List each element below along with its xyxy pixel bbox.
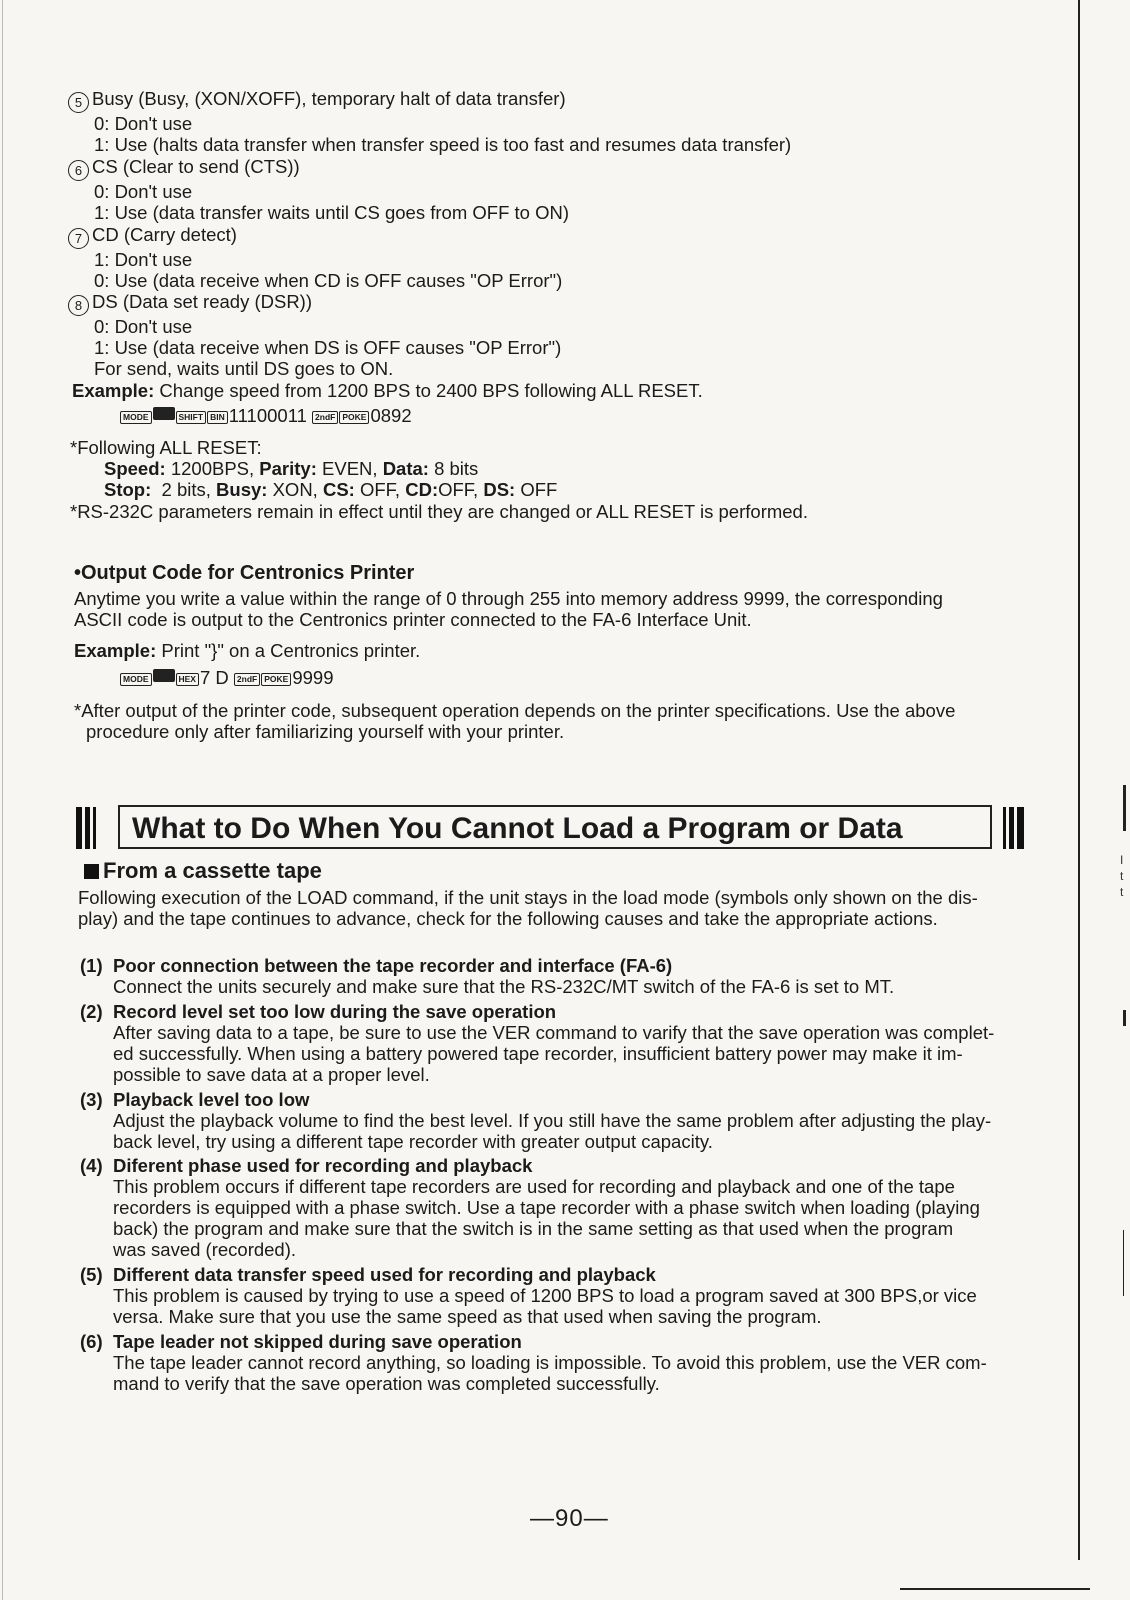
cause-4 — [80, 1155, 980, 1260]
circled-number: 7 — [68, 228, 89, 249]
margin-mark — [1123, 785, 1126, 831]
cause-line: versa. Make sure that you use the same speed as that used when saving the program. — [113, 1306, 822, 1327]
item-option: 0: Use (data receive when CD is OFF causes "OP Error") — [94, 270, 563, 291]
square-bullet-icon — [84, 864, 99, 879]
param-value: OFF, — [359, 479, 401, 500]
key-value: 7 D — [199, 667, 229, 688]
2ndf-key: 2ndF — [234, 673, 260, 686]
item-label: CD (Carry detect) — [92, 224, 237, 245]
example-speed — [72, 380, 703, 401]
poke-key: POKE — [339, 411, 369, 424]
2ndf-key: 2ndF — [312, 411, 338, 424]
param-value: EVEN, — [322, 458, 378, 479]
cause-line: possible to save data at a proper level. — [113, 1064, 430, 1085]
item-option: 1: Use (data receive when DS is OFF causes "OP Error") — [94, 337, 562, 358]
item-option: 0: Don't use — [94, 113, 193, 134]
param-key: Stop: — [104, 479, 152, 500]
page-number: —90— — [530, 1505, 609, 1532]
cause-line: Connect the units securely and make sure that the RS-232C/MT switch of the FA-6 is set to MT. — [113, 976, 895, 997]
cause-title: Diferent phase used for recording and playback — [113, 1155, 533, 1176]
key-sequence — [120, 667, 333, 688]
margin-glyph: I — [1120, 853, 1124, 867]
cause-line: recorders is equipped with a phase switch. Use a tape recorder with a phase switch when loading (playing — [113, 1197, 980, 1218]
page-edge-right — [1078, 0, 1080, 1560]
param-key: CS: — [322, 479, 355, 500]
banner-bars-right — [1003, 807, 1027, 849]
example-label: Example: — [74, 640, 157, 661]
example-print — [74, 640, 420, 661]
margin-glyph: t — [1120, 869, 1124, 883]
reset-line-1 — [104, 458, 478, 479]
cause-title: Record level set too low during the save operation — [113, 1001, 557, 1022]
cause-number: (5) — [80, 1264, 103, 1285]
param-value: 2 bits, — [161, 479, 211, 500]
item-label: Busy (Busy, (XON/XOFF), temporary halt of data transfer) — [92, 88, 566, 109]
item-cs — [68, 156, 569, 223]
cause-line: mand to verify that the save operation was completed successfully. — [113, 1373, 660, 1394]
cause-title: Playback level too low — [113, 1089, 310, 1110]
cause-6 — [80, 1331, 987, 1394]
minus-key — [153, 407, 175, 420]
centronics-note — [74, 700, 955, 742]
item-cd — [68, 224, 562, 291]
body-line: Anytime you write a value within the range of 0 through 255 into memory address 9999, the corresponding — [74, 588, 943, 609]
cause-number: (3) — [80, 1089, 103, 1110]
mode-key: MODE — [120, 673, 152, 686]
cause-line: After saving data to a tape, be sure to use the VER command to varify that the save operation was complet- — [113, 1022, 995, 1043]
example-text: Print "}" on a Centronics printer. — [161, 640, 421, 661]
param-key: Speed: — [104, 458, 166, 479]
hex-key: HEX — [176, 673, 199, 686]
cause-number: (1) — [80, 955, 103, 976]
banner-bars-left — [76, 807, 99, 849]
minus-key — [153, 669, 175, 682]
cause-line: This problem is caused by trying to use a speed of 1200 BPS to load a program saved at 300 BPS,or vice — [113, 1285, 977, 1306]
cause-3 — [80, 1089, 991, 1152]
key-value: 11100011 — [228, 405, 307, 426]
cause-5 — [80, 1264, 977, 1327]
cause-number: (4) — [80, 1155, 103, 1176]
body-line: ASCII code is output to the Centronics printer connected to the FA-6 Interface Unit. — [74, 609, 752, 630]
cause-number: (2) — [80, 1001, 103, 1022]
item-option: For send, waits until DS goes to ON. — [94, 358, 394, 379]
reset-line-2 — [104, 479, 557, 500]
note-line: *After output of the printer code, subsequent operation depends on the printer specifications. Use the above — [74, 700, 956, 721]
bin-key: BIN — [207, 411, 228, 424]
margin-mark — [1123, 1230, 1124, 1296]
item-option: 1: Don't use — [94, 249, 193, 270]
intro-line: Following execution of the LOAD command, if the unit stays in the load mode (symbols only shown on the dis- — [78, 887, 978, 908]
cause-title: Tape leader not skipped during save operation — [113, 1331, 522, 1352]
cause-line: was saved (recorded). — [113, 1239, 297, 1260]
page-edge-left — [2, 0, 3, 1600]
circled-number: 6 — [68, 160, 89, 181]
cause-2 — [80, 1001, 994, 1085]
cause-line: ed successfully. When using a battery powered tape recorder, insufficient battery power may make it im- — [113, 1043, 963, 1064]
section-subtitle: From a cassette tape — [84, 858, 322, 884]
cause-line: This problem occurs if different tape recorders are used for recording and playback and one of the tape — [113, 1176, 955, 1197]
param-key: Busy: — [216, 479, 268, 500]
cause-1 — [80, 955, 894, 997]
page-edge-bottom — [900, 1588, 1090, 1590]
key-sequence — [120, 405, 412, 426]
item-option: 1: Use (data transfer waits until CS goes from OFF to ON) — [94, 202, 569, 223]
example-label: Example: — [72, 380, 155, 401]
mode-key: MODE — [120, 411, 152, 424]
param-value: OFF, — [438, 479, 479, 500]
param-key: DS: — [483, 479, 516, 500]
circled-number: 8 — [68, 295, 89, 316]
section-banner — [76, 805, 1056, 851]
key-address: 0892 — [370, 405, 412, 426]
margin-mark — [1123, 1010, 1126, 1026]
circled-number: 5 — [68, 92, 89, 113]
item-ds — [68, 291, 561, 379]
centronics-title: •Output Code for Centronics Printer — [74, 562, 415, 584]
cause-line: The tape leader cannot record anything, so loading is impossible. To avoid this problem, use the VER com- — [113, 1352, 987, 1373]
cause-line: back level, try using a different tape recorder with greater output capacity. — [113, 1131, 713, 1152]
centronics-body — [74, 588, 943, 630]
reset-note: *Following ALL RESET: — [70, 437, 262, 458]
key-address: 9999 — [292, 667, 334, 688]
params-note: *RS-232C parameters remain in effect until they are changed or ALL RESET is performed. — [70, 501, 808, 522]
param-value: 8 bits — [434, 458, 479, 479]
item-label: CS (Clear to send (CTS)) — [92, 156, 300, 177]
example-text: Change speed from 1200 BPS to 2400 BPS following ALL RESET. — [159, 380, 703, 401]
param-key: CD: — [405, 479, 439, 500]
cause-line: Adjust the playback volume to find the best level. If you still have the same problem after adjusting the play- — [113, 1110, 992, 1131]
shift-key: SHIFT — [176, 411, 207, 424]
item-option: 0: Don't use — [94, 181, 193, 202]
cause-number: (6) — [80, 1331, 103, 1352]
item-busy — [68, 88, 791, 155]
section-intro — [78, 887, 978, 929]
item-option: 1: Use (halts data transfer when transfer speed is too fast and resumes data transfer) — [94, 134, 792, 155]
param-value: OFF — [520, 479, 558, 500]
margin-glyph: t — [1120, 885, 1124, 899]
param-key: Parity: — [259, 458, 317, 479]
cause-title: Poor connection between the tape recorder and interface (FA-6) — [113, 955, 673, 976]
param-key: Data: — [382, 458, 429, 479]
poke-key: POKE — [261, 673, 291, 686]
item-label: DS (Data set ready (DSR)) — [92, 291, 312, 312]
item-option: 0: Don't use — [94, 316, 193, 337]
section-title: What to Do When You Cannot Load a Program or Data — [118, 805, 992, 849]
param-value: 1200BPS, — [170, 458, 255, 479]
cause-line: back) the program and make sure that the switch is in the same setting as that used when the program — [113, 1218, 954, 1239]
param-value: XON, — [272, 479, 318, 500]
intro-line: play) and the tape continues to advance, check for the following causes and take the appropriate actions. — [78, 908, 938, 929]
note-line: procedure only after familiarizing yourself with your printer. — [86, 721, 565, 742]
cause-title: Different data transfer speed used for recording and playback — [113, 1264, 656, 1285]
